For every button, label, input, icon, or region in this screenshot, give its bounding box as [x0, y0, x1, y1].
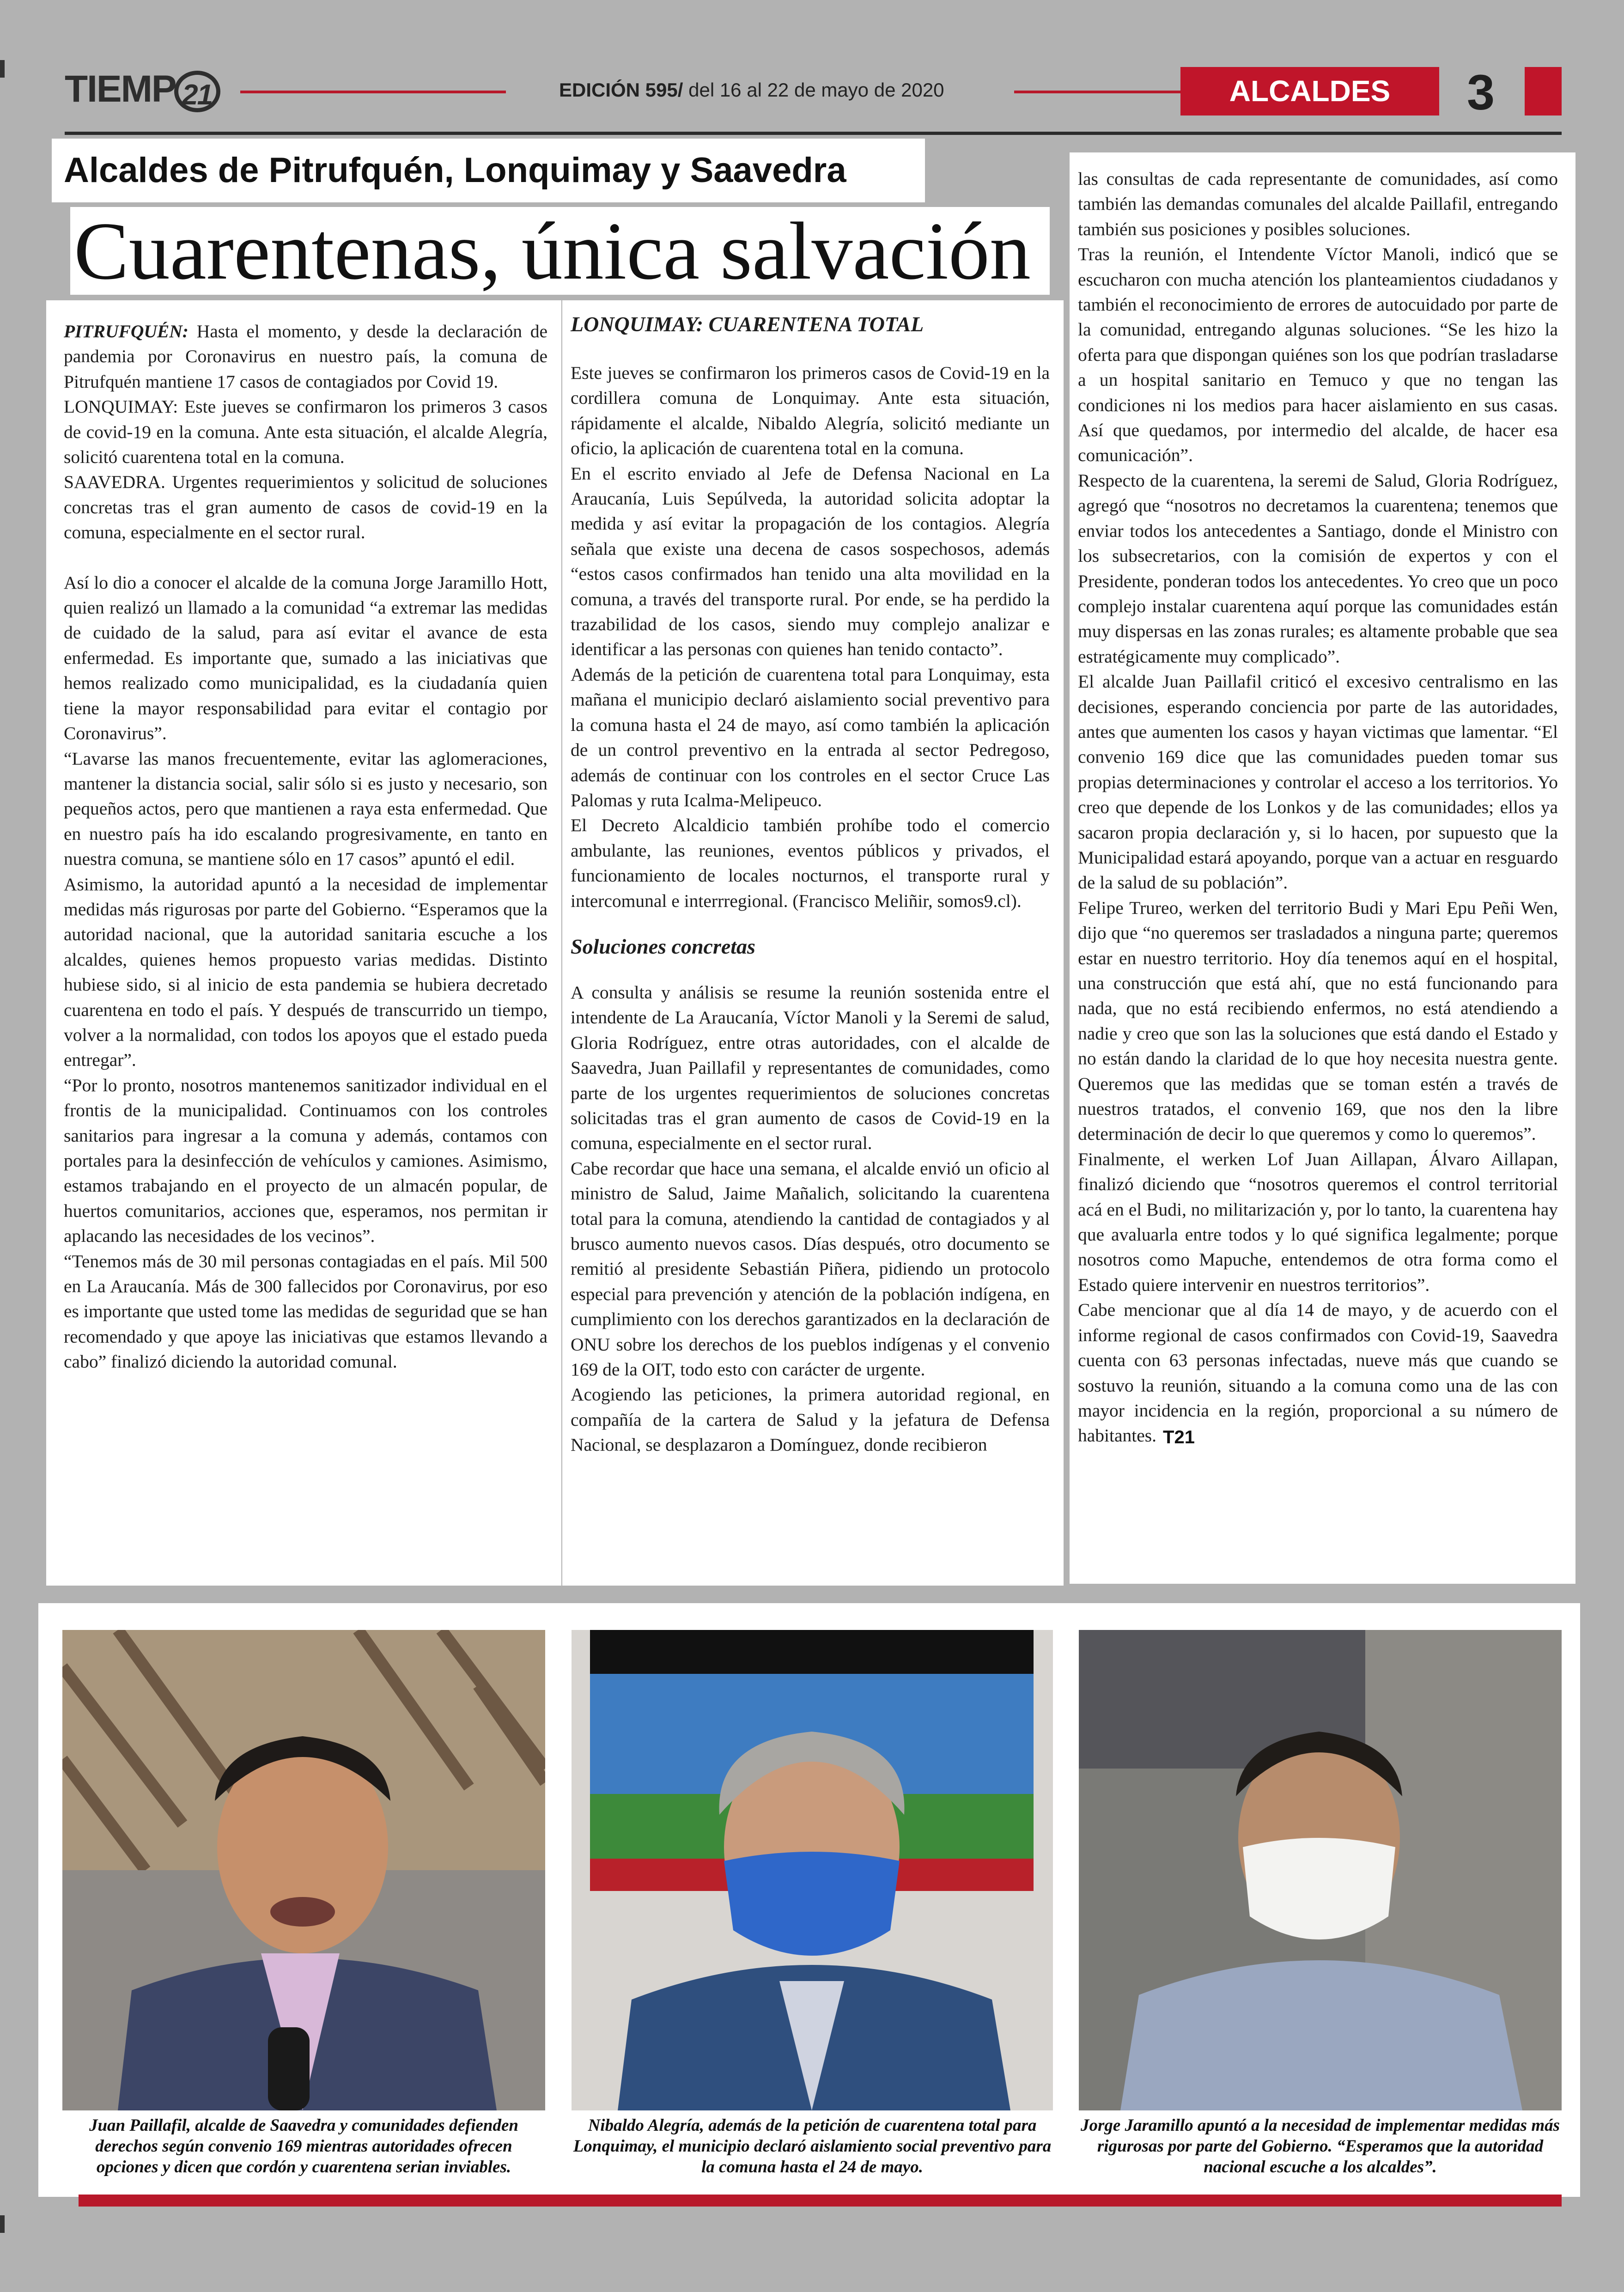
paragraph — [1078, 1297, 1558, 1448]
paragraph: LONQUIMAY: Este jueves se confirmaron los primeros 3 casos de covid-19 en la comuna. Ante esta situación, el alcalde Alegría, solicitó cuarentena total en la comuna. — [64, 396, 547, 468]
paragraph: Felipe Trureo, werken del territorio Budi y Mari Epu Peñi Wen, dijo que “no queremos ser trasladados a ninguna parte; queremos estar en nuestro territorio. Hoy día tenemos aquí en el hospital, una construcción que está ahí, que no está funcionando para nada, que no está recibiendo enfermos, no está atendiendo a nadie y creo que son las la soluciones que está dando el Estado y no están dando la claridad de lo que hoy necesita nuestra gente. Queremos que las medidas que se toman estén a través de nuestros tratados, el convenio 169, que nos den la libre determinación de decir lo que queremos y como lo queremos”. — [1078, 897, 1558, 1144]
paragraph: SAAVEDRA. Urgentes requerimientos y solicitud de soluciones concretas tras el gran aumento de casos de covid-19 en la comuna, especialmente en el sector rural. — [64, 472, 547, 543]
article-title: Cuarentenas, única salvación — [74, 205, 1031, 297]
lead-label: PITRUFQUÉN: — [64, 321, 189, 341]
paragraph: Tras la reunión, el Intendente Víctor Manoli, indicó que se escucharon con mucha atención los planteamientos ciudadanos y también el reconocimiento de errores de autocuidado por parte de la comunidad, entregando algunas soluciones. “Se les hizo la oferta para que dispongan quiénes son los que podrían trasladarse a un hospital sanitario en Temuco y que no tengan las condiciones ni los medios para hacer aislamiento en sus casas. Así que quedamos, por intermedio del alcalde, de hacer esa comunicación”. — [1078, 244, 1558, 466]
paragraph: En el escrito enviado al Jefe de Defensa Nacional en La Araucanía, Luis Sepúlveda, la autoridad solicita adoptar la medida y así evitar la propagación de los contagios. Alegría señala que existe una decena de casos sospechosos, además “estos casos confirmados han tenido una alta movilidad en la comuna, a través del transporte rural. Por ende, se ha perdido la trazabilidad de los casos, siendo muy complejo analizar e identificar a las personas con quienes han tenido contacto”. — [571, 463, 1050, 660]
photo-caption: Nibaldo Alegría, además de la petición de cuarentena total para Lonquimay, el municipio declaró aislamiento social preventivo para la comuna hasta el 24 de mayo. — [573, 2116, 1052, 2176]
paragraph: Así lo dio a conocer el alcalde de la comuna Jorge Jaramillo Hott, quien realizó un llamado a la comunidad “a extremar las medidas de cuidado de la salud, para así evitar el avance de esta enfermedad. Es importante que, sumado a las iniciativas que hemos realizado como municipalidad, es la ciudadanía quien tiene la mayor responsabilidad para evitar el contagio por Coronavirus”. — [64, 572, 547, 744]
author-signature: T21 — [1163, 1427, 1195, 1448]
paragraph: Cabe recordar que hace una semana, el alcalde envió un oficio al ministro de Salud, Jaime Mañalich, solicitando la cuarentena total para la comuna, atendiendo la cantidad de contagiados y al brusco aumento nuevos casos. Días después, otro documento se remitió al presidente Sebastián Piñera, pidiendo un protocolo especial para prevención y atención de la población indígena, en cumplimiento con los derechos garantizados en la declaración de ONU sobre los derechos de los pueblos indígenas y el convenio 169 de la OIT, todo esto con carácter de urgente. — [571, 1158, 1050, 1380]
edition-info — [559, 74, 944, 106]
header-rule-left — [240, 91, 506, 93]
article-column-2 — [562, 300, 1064, 1586]
paragraph-text: Cabe mencionar que al día 14 de mayo, y de acuerdo con el informe regional de casos confirmados con Covid-19, Saavedra cuenta con 63 personas infectadas, nueve más que cuando se sostuvo la reunión, situando a la comuna como una de las con mayor incidencia en la región, proporcional a su número de habitantes. — [1078, 1300, 1558, 1446]
logo-text: TIEMP — [65, 68, 176, 110]
article-column-1 — [46, 300, 561, 1586]
paragraph: Además de la petición de cuarentena total para Lonquimay, esta mañana el municipio declaró aislamiento social preventivo para la comuna hasta el 24 de mayo, así como también la aplicación de un control preventivo en la entrada al sector Pedregoso, además de continuar con los controles en el sector Cruce Las Palomas y ruta Icalma-Melipeuco. — [571, 664, 1050, 810]
edition-dates: del 16 al 22 de mayo de 2020 — [688, 79, 944, 101]
section-label: ALCALDES — [1180, 67, 1439, 116]
article-subtitle: Alcaldes de Pitrufquén, Lonquimay y Saavedra — [64, 151, 846, 190]
section-heading: LONQUIMAY: CUARENTENA TOTAL — [571, 312, 924, 336]
margin-mark — [0, 2215, 5, 2233]
article-column-3 — [1070, 152, 1575, 1584]
margin-mark — [0, 60, 5, 78]
photo-man-microphone-icon — [62, 1630, 545, 2110]
photo-man-blue-mask-icon — [572, 1630, 1053, 2110]
paragraph-text: Hasta el momento, y desde la declaración de pandemia por Coronavirus en nuestro país, la comuna de Pitrufquén mantiene 17 casos de contagiados por Covid 19. — [64, 321, 548, 392]
paragraph: las consultas de cada representante de comunidades, así como también las demandas comunales del alcalde Paillafil, entregando también sus posiciones y posibles soluciones. — [1078, 169, 1558, 239]
header-accent-square — [1525, 67, 1562, 116]
section-heading: Soluciones concretas — [571, 934, 755, 958]
paragraph — [64, 319, 547, 394]
paragraph: Finalmente, el werken Lof Juan Aillapan, Álvaro Aillapan, finalizó diciendo que “nosotros queremos el control territorial acá en el Budi, no militarización y, por lo tanto, la cuarentena hay que avaluarla entre todos y lo qué significa legalmente; porque nosotros como Mapuche, entendemos de otra forma como el Estado quiere intervenir en nuestros territorios”. — [1078, 1149, 1558, 1295]
paragraph: “Tenemos más de 30 mil personas contagiadas en el país. Mil 500 en La Araucanía. Más de 300 fallecidos por Coronavirus, por eso es importante que usted tome las medidas de seguridad que se han recomendado y que apoye las iniciativas que estamos llevando a cabo” finalizó diciendo la autoridad comunal. — [64, 1251, 547, 1372]
logo-ring: 21 — [174, 71, 220, 112]
paragraph: “Lavarse las manos frecuentemente, evitar las aglomeraciones, mantener la distancia social, salir sólo si es justo y necesario, son pequeños actos, pero que mantienen a raya esta enfermedad. Que en nuestro país ha ido escalando progresivamente, en tanto en nuestra comuna, se mantiene sólo en 17 casos” apuntó el edil. — [64, 748, 547, 869]
paragraph: El alcalde Juan Paillafil criticó el excesivo centralismo en las decisiones, esperando conciencia por parte de las autoridades, antes que aumenten los casos y hayan victimas que lamentar. “El convenio 169 dice que las comunidades pueden tomar sus propias determinaciones y controlar el acceso a los territorios. Yo creo que depende de los Lonkos y de las comunidades; ellos ya sacaron propia declaración y, si lo hacen, por supuesto que la Municipalidad estará apoyando, porque van a actuar en resguardo de la salud de su población”. — [1078, 671, 1558, 893]
photo-caption: Jorge Jaramillo apuntó a la necesidad de implementar medidas más rigurosas por parte del Gobierno. “Esperamos que la autoridad nacional escuche a los alcaldes”. — [1080, 2116, 1560, 2176]
newspaper-logo — [65, 64, 220, 115]
edition-label: EDICIÓN 595/ — [559, 79, 683, 101]
photo-caption: Juan Paillafil, alcalde de Saavedra y comunidades defienden derechos según convenio 169 mientras autoridades ofrecen opciones y dicen que cordón y cuarentena serian inviables. — [89, 2116, 519, 2176]
footer-rule — [79, 2195, 1562, 2207]
header-divider — [65, 132, 1562, 135]
header-rule-right — [1014, 91, 1180, 93]
photo-man-white-mask-icon — [1079, 1630, 1562, 2110]
paragraph: Este jueves se confirmaron los primeros casos de Covid-19 en la cordillera comuna de Lonquimay. Ante esta situación, rápidamente el alcalde, Nibaldo Alegría, solicitó mediante un oficio, la aplicación de cuarentena total en la comuna. — [571, 363, 1050, 459]
paragraph: Acogiendo las peticiones, la primera autoridad regional, en compañía de la cartera de Salud y la jefatura de Defensa Nacional, se desplazaron a Domínguez, donde recibieron — [571, 1384, 1050, 1455]
paragraph: A consulta y análisis se resume la reunión sostenida entre el intendente de La Araucanía, Víctor Manoli y la Seremi de salud, Gloria Rodríguez, entre otras autoridades, con el alcalde de Saavedra, Juan Paillafil y representantes de comunidades, como parte de los urgentes requerimientos de soluciones concretas solicitadas tras el gran aumento de casos de Covid-19 en la comuna, especialmente en el sector rural. — [571, 982, 1050, 1154]
page-number: 3 — [1466, 64, 1495, 120]
paragraph: “Por lo pronto, nosotros mantenemos sanitizador individual en el frontis de la municipalidad. Continuamos con los controles sanitarios para ingresar a la comuna y además, contamos con portales para la desinfección de vehículos y camiones. Asimismo, estamos trabajando en el proyecto de un almacén popular, de huertos comunitarios, acciones que, esperamos, nos permitan ir aplacando las necesidades de los vecinos”. — [64, 1075, 547, 1246]
paragraph: Asimismo, la autoridad apuntó a la necesidad de implementar medidas más rigurosas por parte del Gobierno. “Esperamos que la autoridad nacional, que la autoridad sanitaria escuche a los alcaldes, quienes hemos propuesto varias medidas. Distinto hubiese sido, si al inicio de esta pandemia se hubiera decretado cuarentena en todo el país. Y después de transcurrido un tiempo, volver a la normalidad, con todos los apoyos que el estado pueda entregar”. — [64, 874, 547, 1070]
paragraph: El Decreto Alcaldicio también prohíbe todo el comercio ambulante, las reuniones, eventos públicos y privados, el funcionamiento de locales nocturnos, el transporte rural y intercomunal e interrregional. (Francisco Meliñir, somos9.cl). — [571, 815, 1050, 911]
paragraph: Respecto de la cuarentena, la seremi de Salud, Gloria Rodríguez, agregó que “nosotros no decretamos la cuarentena; tenemos que enviar todos los antecedentes a Santiago, donde el Ministro con los subsecretarios, con la comisión de expertos y con el Presidente, ponderan todos los antecedentes. Yo creo que un poco complejo instalar cuarentena aquí porque las comunidades están muy dispersas en las zonas rurales; es altamente probable que sea estratégicamente muy complicado”. — [1078, 470, 1558, 667]
